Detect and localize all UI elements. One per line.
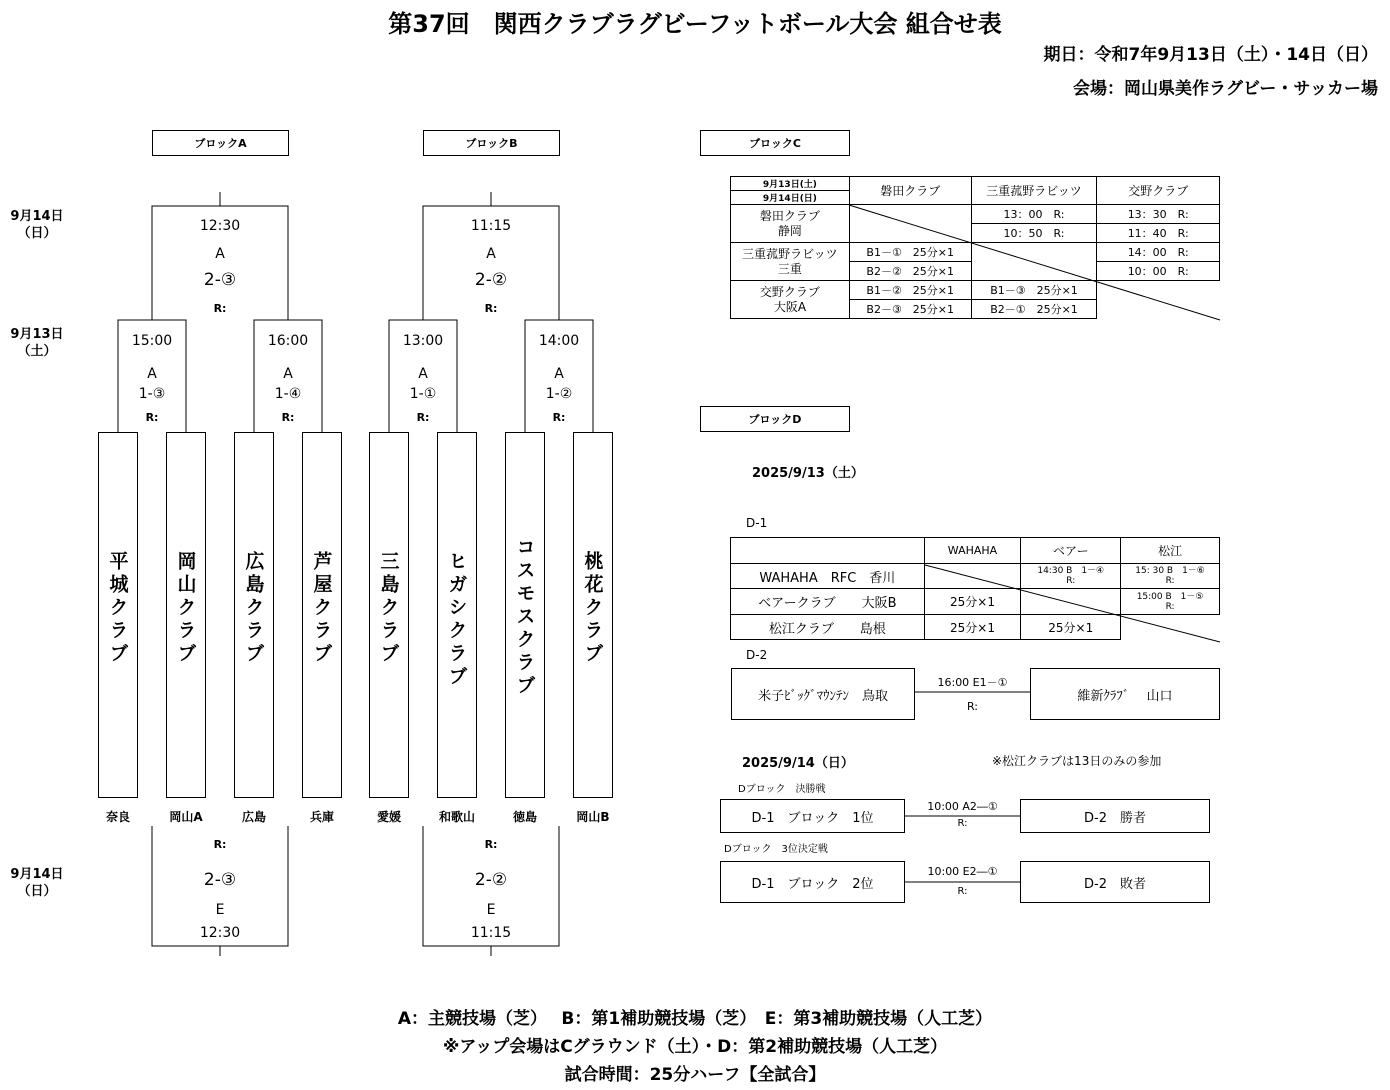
block-a-placement-time: 12:30 [199, 925, 241, 941]
pref-label: 広島 [241, 810, 266, 824]
date-dow: （日） [17, 226, 57, 241]
block-a-placement-code: 2-③ [203, 870, 237, 890]
page-title: 第37回 関西クラブラグビーフットボール大会 組合せ表 [388, 10, 1002, 38]
block-a-placement-result: R: [213, 838, 227, 851]
d-final-right: D-2 勝者 [1020, 799, 1210, 833]
team-name: 桃花クラブ [581, 551, 604, 666]
block-a-header: ブロックA [152, 130, 289, 156]
col-header: 松江 [1121, 538, 1220, 564]
team-name: ヒガシクラブ [445, 551, 468, 689]
footer-fields: A：主競技場（芝） B：第1補助競技場（芝） E：第3補助競技場（人工芝） [397, 1009, 993, 1029]
row-header: WAHAHA RFC 香川 [731, 564, 925, 589]
block-a-final-time: 12:30 [199, 218, 241, 234]
col-header: WAHAHA [924, 538, 1021, 564]
match-cell: B1－③ 25分×1 [971, 281, 1097, 300]
block-d-date1: 2025/9/13（土） [752, 466, 864, 481]
block-a-semi1-field: A [147, 366, 157, 382]
block-c-header: ブロックC [700, 130, 850, 156]
pref-label: 岡山A [169, 810, 203, 824]
block-a-placement-field: E [215, 902, 225, 918]
d-third-right: D-2 敗者 [1020, 861, 1210, 903]
block-b-placement-time: 11:15 [470, 925, 512, 941]
match-result: R: [1165, 601, 1175, 612]
row-team: 交野クラブ [759, 284, 820, 299]
pref-label: 奈良 [105, 810, 130, 824]
block-b-final-result: R: [484, 302, 498, 315]
team-box-cosmos [505, 432, 545, 798]
block-a-final-field: A [215, 246, 225, 262]
date-day: 9月13日 [10, 327, 64, 342]
block-d-header: ブロックD [700, 406, 850, 432]
team-box-toka [573, 432, 613, 798]
block-d-date2: 2025/9/14（日） [742, 756, 854, 771]
team-box-okayama [166, 432, 206, 798]
d-third-match: 10:00 E2―① [927, 865, 998, 878]
date-day: 9月14日 [10, 209, 64, 224]
pref-label: 徳島 [512, 810, 537, 824]
match-cell: 14：00 R: [1097, 243, 1220, 262]
row-header: ベアークラブ 大阪B [731, 589, 925, 615]
date-day: 9月14日 [10, 867, 64, 882]
d-third-result: R: [957, 886, 968, 897]
block-d-d1-label: D-1 [746, 516, 768, 530]
date-label-sep14 [4, 208, 70, 242]
match-cell: 13：00 R: [971, 205, 1097, 224]
d-final-left: D-1 ブロック 1位 [720, 799, 905, 833]
block-b-placement-result: R: [484, 838, 498, 851]
d-final-match: 10:00 A2―① [927, 800, 998, 813]
row-pref: 大阪A [773, 299, 807, 314]
col-header: 三重菰野ラビッツ [971, 177, 1097, 205]
corner-cell [731, 538, 925, 564]
team-name: 三島クラブ [377, 551, 400, 666]
pref-label: 兵庫 [309, 810, 334, 824]
block-b-header: ブロックB [423, 130, 560, 156]
d2-right-team: 維新ｸﾗﾌﾞ 山口 [1030, 668, 1220, 720]
team-box-mishima [369, 432, 409, 798]
block-a-final-code: 2-③ [203, 270, 237, 290]
match-info: 15: 30 B 1－⑥ [1135, 566, 1205, 576]
block-a-semi2-field: A [283, 366, 293, 382]
team-box-ashiya [302, 432, 342, 798]
diagonal-cell [1097, 281, 1220, 319]
row-pref: 三重 [777, 261, 802, 276]
block-d-note: ※松江クラブは13日のみの参加 [992, 754, 1162, 768]
d2-left-team: 米子ﾋﾞｯｸﾞﾏｳﾝﾃﾝ 鳥取 [731, 668, 915, 720]
row-header [731, 281, 850, 319]
diagonal-cell [849, 205, 971, 243]
match-cell: B1－① 25分×1 [849, 243, 971, 262]
date-label-sep14-bottom [4, 866, 70, 900]
diagonal-cell [971, 243, 1097, 281]
match-info: 15:00 B 1－⑤ [1136, 591, 1204, 602]
block-c-table [730, 176, 1220, 319]
block-a-semi2-result: R: [281, 411, 295, 424]
diagonal-cell [924, 564, 1021, 589]
team-name: 広島クラブ [242, 551, 265, 666]
match-cell: 13：30 R: [1097, 205, 1220, 224]
date-label-sep13 [4, 326, 70, 360]
pref-label: 岡山B [576, 810, 610, 824]
team-box-hiroshima [234, 432, 274, 798]
block-a-semi1-time: 15:00 [131, 333, 173, 349]
block-b-semi2-field: A [554, 366, 564, 382]
venue: 会場：岡山県美作ラグビー・サッカー場 [1073, 79, 1378, 99]
block-b-semi1-field: A [418, 366, 428, 382]
block-b-semi2-code: 1-② [545, 386, 573, 402]
block-b-final-code: 2-② [474, 270, 508, 290]
d-third-left: D-1 ブロック 2位 [720, 861, 905, 903]
col-header: 交野クラブ [1097, 177, 1220, 205]
team-name: 芦屋クラブ [310, 551, 333, 666]
row-header: 松江クラブ 島根 [731, 615, 925, 640]
match-cell: 25分×1 [924, 589, 1021, 615]
d2-match-info: 16:00 E1－① [937, 676, 1008, 689]
block-a-final-result: R: [213, 302, 227, 315]
match-cell: 11：40 R: [1097, 224, 1220, 243]
match-cell: 10：00 R: [1097, 262, 1220, 281]
block-d-d1-table [730, 537, 1220, 640]
diagonal-cell [1121, 615, 1220, 640]
block-b-final-field: A [486, 246, 496, 262]
block-a-semi2-time: 16:00 [267, 333, 309, 349]
row-header [731, 243, 850, 281]
diagonal-cell [1021, 589, 1121, 615]
match-cell: B2－③ 25分×1 [849, 300, 971, 319]
match-cell: 25分×1 [1021, 615, 1121, 640]
block-d-d2-label: D-2 [746, 648, 768, 662]
match-cell: B2－② 25分×1 [849, 262, 971, 281]
pref-label: 和歌山 [438, 810, 475, 824]
date-dow: （日） [17, 884, 57, 899]
block-a-semi1-result: R: [145, 411, 159, 424]
col-header: ベアー [1021, 538, 1121, 564]
match-cell [1121, 589, 1220, 615]
footer-match-time: 試合時間：25分ハーフ【全試合】 [564, 1065, 826, 1085]
team-box-higashi [437, 432, 477, 798]
row-team: 三重菰野ラビッツ [742, 246, 838, 261]
match-cell: 25分×1 [924, 615, 1021, 640]
match-cell [1121, 564, 1220, 589]
d-final-label: Dブロック 決勝戦 [738, 784, 826, 795]
d2-match-result: R: [966, 700, 978, 713]
d-third-label: Dブロック 3位決定戦 [724, 844, 828, 855]
schedule-date: 期日：令和7年9月13日（土）・14日（日） [1043, 45, 1378, 65]
row-header [731, 205, 850, 243]
team-name: 平城クラブ [106, 551, 129, 666]
match-cell: B1－② 25分×1 [849, 281, 971, 300]
match-result: R: [1165, 576, 1175, 586]
block-b-placement-field: E [486, 902, 496, 918]
match-result: R: [1066, 576, 1076, 586]
block-b-semi1-result: R: [416, 411, 430, 424]
pref-label: 愛媛 [376, 810, 401, 824]
match-cell: 10：50 R: [971, 224, 1097, 243]
team-box-heijo [98, 432, 138, 798]
row-team: 磐田クラブ [759, 208, 820, 223]
team-name: 岡山クラブ [174, 551, 197, 666]
d-final-result: R: [957, 818, 968, 829]
corner-top: 9月13日(土) [731, 177, 850, 191]
block-b-placement-code: 2-② [474, 870, 508, 890]
match-cell [1021, 564, 1121, 589]
col-header: 磐田クラブ [849, 177, 971, 205]
block-b-semi1-time: 13:00 [402, 333, 444, 349]
block-a-semi1-code: 1-③ [138, 386, 166, 402]
block-b-semi1-code: 1-① [409, 386, 437, 402]
team-name: コスモスクラブ [513, 537, 536, 698]
row-pref: 静岡 [777, 223, 802, 238]
match-info: 14:30 B 1－④ [1037, 566, 1105, 576]
date-dow: （土） [17, 344, 57, 359]
block-b-semi2-result: R: [552, 411, 566, 424]
match-cell: B2－① 25分×1 [971, 300, 1097, 319]
block-b-final-time: 11:15 [470, 218, 512, 234]
block-b-semi2-time: 14:00 [538, 333, 580, 349]
corner-bottom: 9月14日(日) [731, 191, 850, 205]
block-a-semi2-code: 1-④ [274, 386, 302, 402]
footer-warmup: ※アップ会場はCグラウンド（土）・D：第2補助競技場（人工芝） [442, 1037, 948, 1057]
